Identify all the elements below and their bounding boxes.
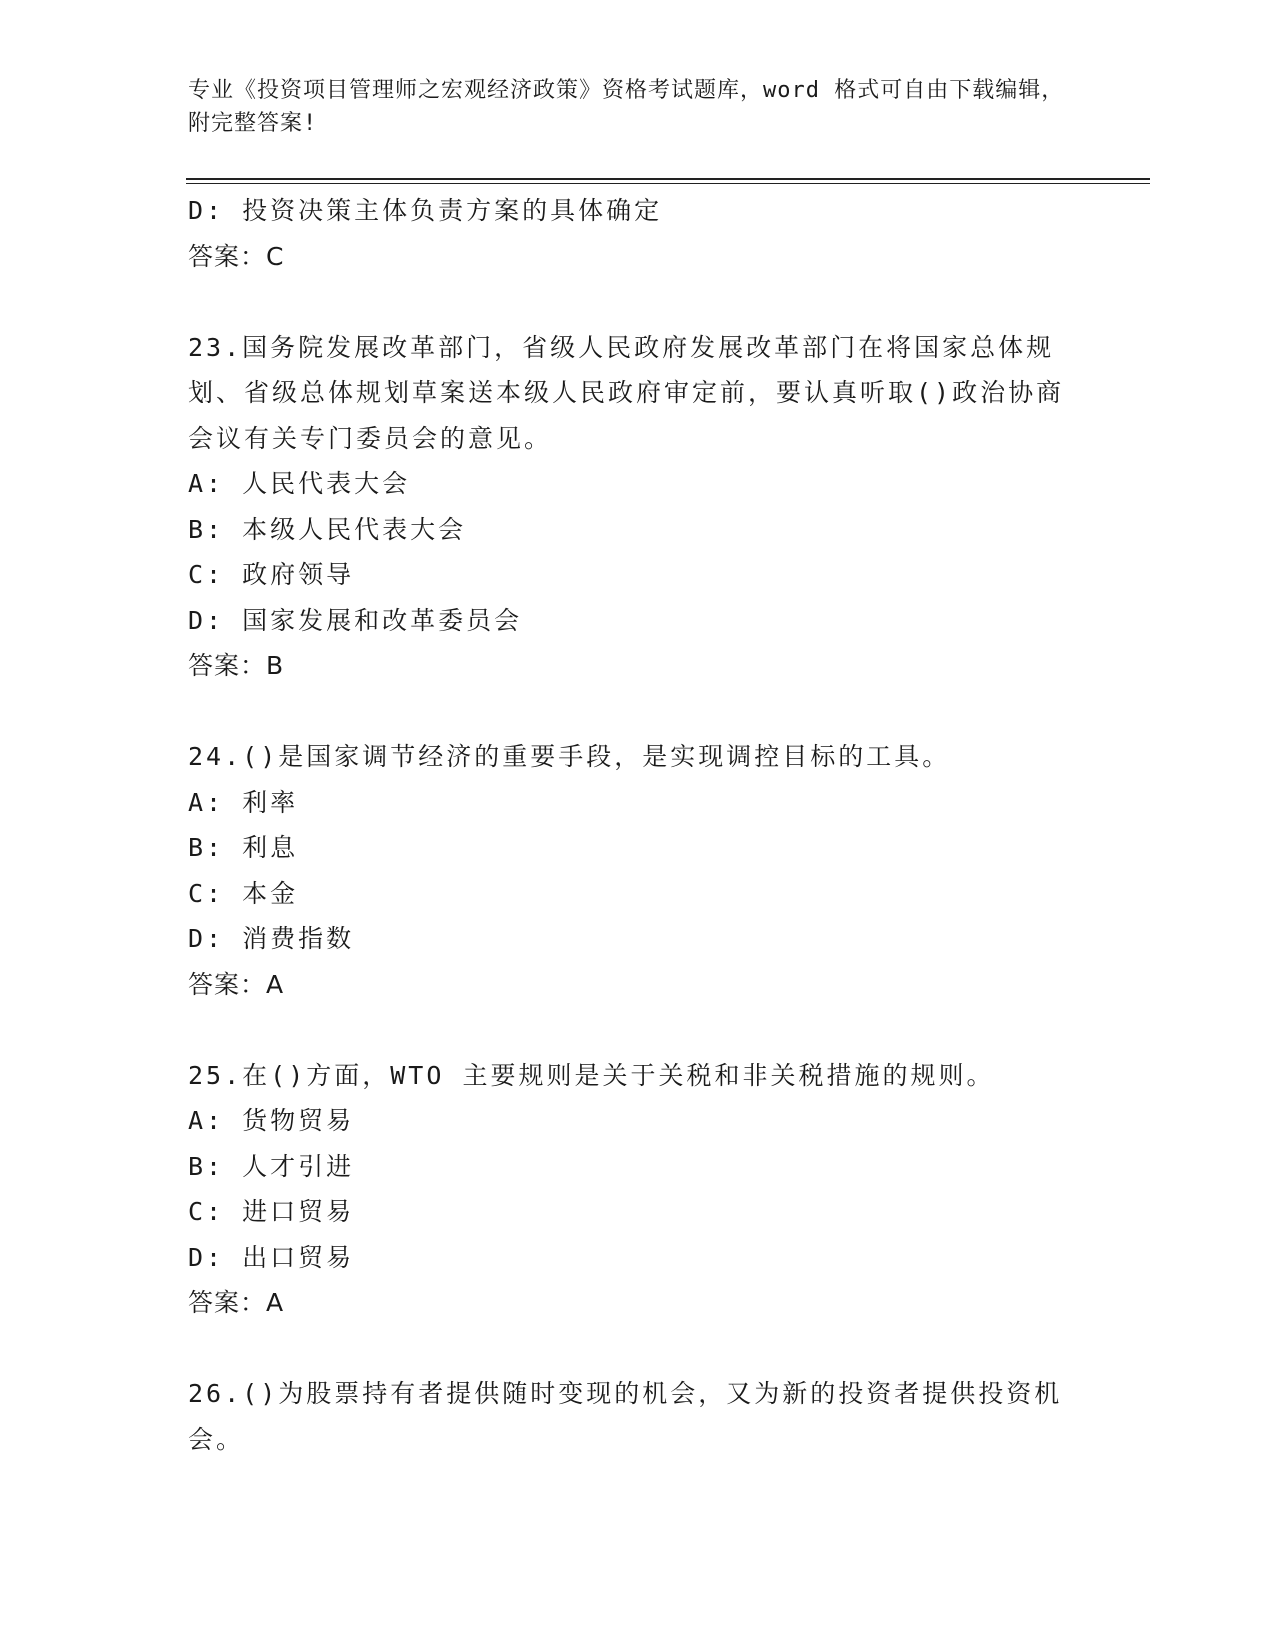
answer: 答案：A (188, 969, 285, 999)
option-b: B: 人才引进 (188, 1151, 355, 1181)
option-d: D: 消费指数 (188, 924, 355, 953)
question-26 (188, 1371, 1088, 1462)
question-stem: 23.国务院发展改革部门，省级人民政府发展改革部门在将国家总体规划、省级总体规划草案送本级人民政府审定前，要认真听取()政治协商会议有关专门委员会的意见。 (188, 332, 1065, 453)
option-b: B: 本级人民代表大会 (188, 514, 467, 544)
answer: 答案：A (188, 1288, 285, 1317)
spacer (188, 1326, 1088, 1372)
option-c: C: 本金 (188, 878, 299, 908)
spacer (188, 279, 1088, 325)
spacer (188, 689, 1088, 735)
document-header: 专业《投资项目管理师之宏观经济政策》资格考试题库，word 格式可自由下载编辑，附完整答案! (188, 78, 1065, 136)
prev-answer: 答案：C (188, 241, 285, 271)
option-a: A: 人民代表大会 (188, 469, 411, 498)
option-d: D: 出口贸易 (188, 1242, 355, 1272)
question-stem: 25.在()方面，WTO 主要规则是关于关税和非关税措施的规则。 (188, 1060, 995, 1090)
question-25 (188, 1053, 1088, 1326)
answer: 答案：B (188, 651, 285, 680)
option-d: D: 国家发展和改革委员会 (188, 605, 523, 635)
prev-option-d: D: 投资决策主体负责方案的具体确定 (188, 196, 663, 225)
option-a: A: 货物贸易 (188, 1106, 355, 1135)
option-a: A: 利率 (188, 787, 299, 817)
question-body (188, 188, 1088, 1462)
question-24 (188, 734, 1088, 1007)
option-b: B: 利息 (188, 833, 299, 862)
option-c: C: 进口贸易 (188, 1197, 355, 1226)
header-rule-thin (186, 183, 1150, 184)
question-23 (188, 325, 1088, 689)
question-stem: 24.()是国家调节经济的重要手段，是实现调控目标的工具。 (188, 742, 951, 771)
header-rule-thick (186, 178, 1150, 180)
question-stem: 26.()为股票持有者提供随时变现的机会，又为新的投资者提供投资机会。 (188, 1379, 1063, 1454)
option-c: C: 政府领导 (188, 560, 355, 589)
spacer (188, 1007, 1088, 1053)
